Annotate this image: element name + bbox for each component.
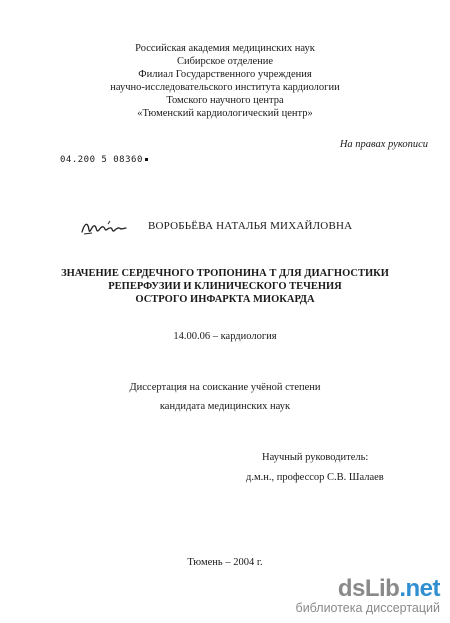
header-line: Российская академия медицинских наук [135,43,315,54]
degree-line: Диссертация на соискание учёной степени [129,382,321,393]
title-line: ЗНАЧЕНИЕ СЕРДЕЧНОГО ТРОПОНИНА Т ДЛЯ ДИАГНОСТИКИ [61,268,389,279]
watermark-tagline: библиотека диссертаций [295,601,440,615]
dslib-watermark [296,577,440,615]
author-name: ВОРОБЬЁВА НАТАЛЬЯ МИХАЙЛОВНА [148,220,353,232]
title-line: ОСТРОГО ИНФАРКТА МИОКАРДА [135,294,315,305]
header-line: научно-исследовательского института кардиологии [110,82,340,93]
watermark-logo [296,577,440,601]
watermark-logo-main: dsLib [337,575,400,602]
title-line: РЕПЕРФУЗИИ И КЛИНИЧЕСКОГО ТЕЧЕНИЯ [108,281,342,292]
specialty-code: 14.00.06 – кардиология [173,331,277,342]
header-line: Томского научного центра [166,95,284,106]
registration-dot [145,158,148,161]
watermark-logo-suffix: .net [399,575,440,602]
supervisor-name: д.м.н., профессор С.В. Шалаев [246,472,384,483]
handwritten-signature [80,218,128,238]
rights-note: На правах рукописи [339,139,428,150]
registration-number [60,154,148,167]
header-line: Сибирское отделение [176,56,274,67]
supervisor-label: Научный руководитель: [262,452,369,463]
degree-line: кандидата медицинских наук [159,401,291,412]
header-line: «Тюменский кардиологический центр» [137,108,313,119]
registration-number-text: 04.200 5 08360 [60,155,143,165]
header-line: Филиал Государственного учреждения [138,69,312,80]
city-year: Тюмень – 2004 г. [187,557,263,568]
